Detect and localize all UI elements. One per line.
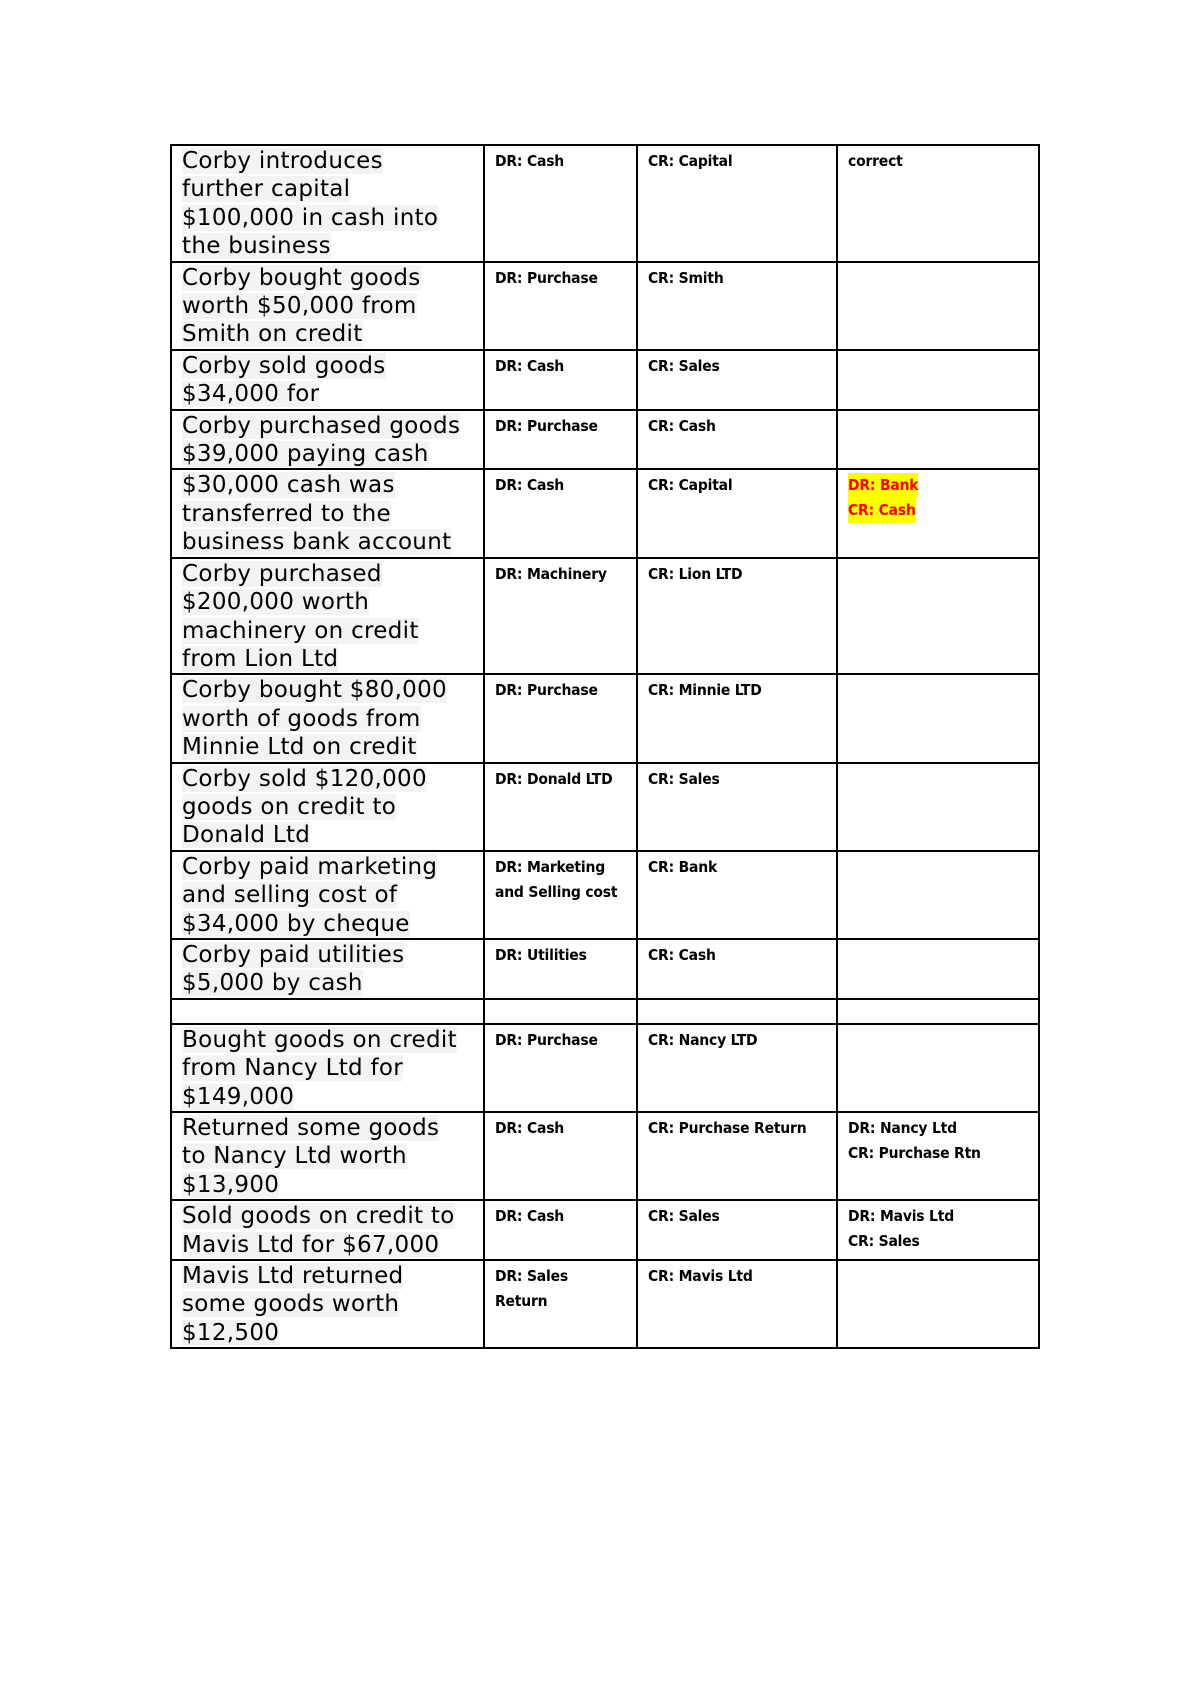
credit-entry: CR: Capital (648, 476, 733, 495)
correction-note (838, 411, 1038, 414)
correction-note-cell (837, 410, 1039, 470)
credit-entry-cell (637, 262, 837, 350)
debit-entry-cell (484, 1200, 637, 1260)
debit-entry: DR: Machinery (495, 564, 607, 583)
credit-entry-cell (637, 1112, 837, 1200)
debit-entry: DR: Cash (495, 152, 565, 170)
table-row (171, 1260, 1039, 1348)
debit-entry: DR: Utilities (495, 945, 587, 964)
transaction-description: Corby introduces further capital $100,000 in cash into the business (182, 148, 439, 260)
credit-entry: CR: Cash (648, 416, 716, 435)
credit-entry: CR: Cash (648, 945, 716, 964)
transaction-description-cell (171, 1260, 484, 1348)
correction-note-cell (837, 674, 1039, 762)
credit-entry-cell (637, 350, 837, 410)
transaction-description-cell (171, 469, 484, 557)
transaction-description-cell (171, 999, 484, 1024)
debit-entry-cell (484, 410, 637, 470)
transaction-description (172, 1000, 483, 1001)
transaction-description-cell (171, 763, 484, 851)
correction-note-cell (837, 1260, 1039, 1348)
table-row (171, 558, 1039, 675)
correction-note-line: DR: Mavis Ltd (848, 1207, 954, 1226)
table-row (171, 145, 1039, 262)
debit-entry-cell (484, 1024, 637, 1112)
correction-note-cell (837, 145, 1039, 262)
correction-note-cell (837, 262, 1039, 350)
credit-entry: CR: Purchase Return (648, 1119, 807, 1137)
debit-entry: DR: Purchase (495, 416, 598, 435)
credit-entry (638, 1000, 836, 1003)
correction-note-cell (837, 469, 1039, 557)
debit-entry-cell (484, 558, 637, 675)
correction-note-line: DR: Bank (848, 473, 1028, 498)
credit-entry-cell (637, 674, 837, 762)
transaction-description-cell (171, 410, 484, 470)
transaction-description-cell (171, 1024, 484, 1112)
correction-note-cell (837, 999, 1039, 1024)
debit-entry-cell (484, 939, 637, 999)
debit-entry-cell (484, 999, 637, 1024)
transaction-description-cell (171, 350, 484, 410)
transaction-description-cell (171, 558, 484, 675)
table-row (171, 939, 1039, 999)
table-row (171, 410, 1039, 470)
debit-entry: DR: Purchase (495, 1030, 598, 1049)
transaction-description: Corby paid utilities $5,000 by cash (182, 941, 405, 997)
debit-entry-cell (484, 763, 637, 851)
debit-entry-cell (484, 262, 637, 350)
correction-note (838, 559, 1038, 562)
credit-entry: CR: Minnie LTD (648, 681, 762, 700)
credit-entry-cell (637, 1200, 837, 1260)
debit-entry-cell (484, 851, 637, 939)
credit-entry-cell (637, 1260, 837, 1348)
correction-note (838, 852, 1038, 855)
debit-entry-cell (484, 469, 637, 557)
debit-entry: DR: Purchase (495, 681, 598, 700)
credit-entry: CR: Lion LTD (648, 564, 743, 583)
debit-entry: DR: Cash (495, 1119, 565, 1137)
credit-entry-cell (637, 999, 837, 1024)
debit-entry: DR: Cash (495, 476, 565, 495)
correction-note-cell (837, 558, 1039, 675)
credit-entry: CR: Mavis Ltd (648, 1267, 753, 1286)
transaction-description: Corby paid marketing and selling cost of $34,000 by cheque (182, 853, 438, 937)
credit-entry: CR: Bank (648, 857, 718, 876)
transaction-description: Corby purchased goods $39,000 paying cash (182, 412, 461, 468)
correction-note-cell (837, 350, 1039, 410)
debit-entry-cell (484, 350, 637, 410)
transaction-description: Bought goods on credit from Nancy Ltd for $149,000 (182, 1026, 457, 1110)
table-row (171, 469, 1039, 557)
correction-note (838, 675, 1038, 678)
correction-note-cell (837, 939, 1039, 999)
table-row (171, 1200, 1039, 1260)
transaction-description: Corby sold $120,000 goods on credit to Donald Ltd (182, 765, 427, 849)
correction-note-cell (837, 763, 1039, 851)
transaction-description: Corby bought $80,000 worth of goods from Minnie Ltd on credit (182, 677, 447, 761)
debit-entry-cell (484, 1260, 637, 1348)
transaction-description: Sold goods on credit to Mavis Ltd for $67,000 (182, 1203, 455, 1258)
correction-note-cell (837, 1200, 1039, 1260)
transaction-description-cell (171, 674, 484, 762)
credit-entry-cell (637, 469, 837, 557)
transaction-description: Corby sold goods $34,000 for (182, 352, 386, 408)
correction-note (838, 1113, 1038, 1166)
credit-entry-cell (637, 763, 837, 851)
debit-entry-cell (484, 145, 637, 262)
table-row (171, 674, 1039, 762)
table-row (171, 999, 1039, 1024)
credit-entry-cell (637, 410, 837, 470)
correction-note-cell (837, 1112, 1039, 1200)
credit-entry-cell (637, 145, 837, 262)
credit-entry-cell (637, 851, 837, 939)
table-row (171, 350, 1039, 410)
correction-note (838, 351, 1038, 354)
debit-entry: DR: Donald LTD (495, 769, 613, 788)
debit-entry: DR: Cash (495, 1207, 565, 1226)
transaction-description: Mavis Ltd returned some goods worth $12,500 (182, 1263, 404, 1346)
credit-entry: CR: Sales (648, 356, 720, 375)
debit-entry-cell (484, 674, 637, 762)
credit-entry: CR: Capital (648, 152, 733, 170)
transaction-description-cell (171, 851, 484, 939)
correction-note-cell (837, 1024, 1039, 1112)
transaction-description-cell (171, 145, 484, 262)
transaction-description: $30,000 cash was transferred to the business bank account (182, 472, 452, 556)
transaction-description-cell (171, 262, 484, 350)
transaction-description-cell (171, 1200, 484, 1260)
correction-note (838, 1201, 1038, 1254)
debit-entry: DR: Cash (495, 356, 565, 375)
credit-entry-cell (637, 1024, 837, 1112)
table-row (171, 851, 1039, 939)
correction-note (838, 764, 1038, 767)
credit-entry-cell (637, 558, 837, 675)
table-row (171, 1112, 1039, 1200)
correction-note (838, 1000, 1038, 1003)
correction-note-cell (837, 851, 1039, 939)
debit-entry (485, 1000, 636, 1003)
transaction-description-cell (171, 1112, 484, 1200)
correction-note (838, 1025, 1038, 1028)
transaction-description: Returned some goods to Nancy Ltd worth $13,900 (182, 1115, 440, 1198)
transaction-description-cell (171, 939, 484, 999)
credit-entry-cell (637, 939, 837, 999)
correction-note (838, 1261, 1038, 1264)
correction-note-line: CR: Purchase Rtn (848, 1144, 981, 1162)
journal-entries-body (171, 145, 1039, 1348)
debit-entry-cell (484, 1112, 637, 1200)
correction-note-line: correct (848, 152, 903, 170)
transaction-description: Corby bought goods worth $50,000 from Smith on credit (182, 264, 421, 348)
debit-entry: DR: Sales Return (495, 1267, 568, 1311)
transaction-description: Corby purchased $200,000 worth machinery on credit from Lion Ltd (182, 560, 419, 672)
correction-note (838, 263, 1038, 266)
table-row (171, 763, 1039, 851)
journal-entries-table (170, 144, 1040, 1349)
correction-note-line: CR: Sales (848, 1232, 920, 1251)
debit-entry: DR: Purchase (495, 268, 598, 287)
credit-entry: CR: Sales (648, 1207, 720, 1226)
credit-entry: CR: Sales (648, 769, 720, 788)
correction-note-line: DR: Nancy Ltd (848, 1119, 957, 1137)
correction-note-line: CR: Cash (848, 498, 1028, 523)
credit-entry: CR: Smith (648, 268, 724, 287)
table-row (171, 262, 1039, 350)
credit-entry: CR: Nancy LTD (648, 1030, 758, 1049)
table-row (171, 1024, 1039, 1112)
correction-note (838, 146, 1038, 174)
correction-note (838, 940, 1038, 943)
correction-note (838, 470, 1038, 523)
debit-entry: DR: Marketing and Selling cost (495, 857, 618, 901)
